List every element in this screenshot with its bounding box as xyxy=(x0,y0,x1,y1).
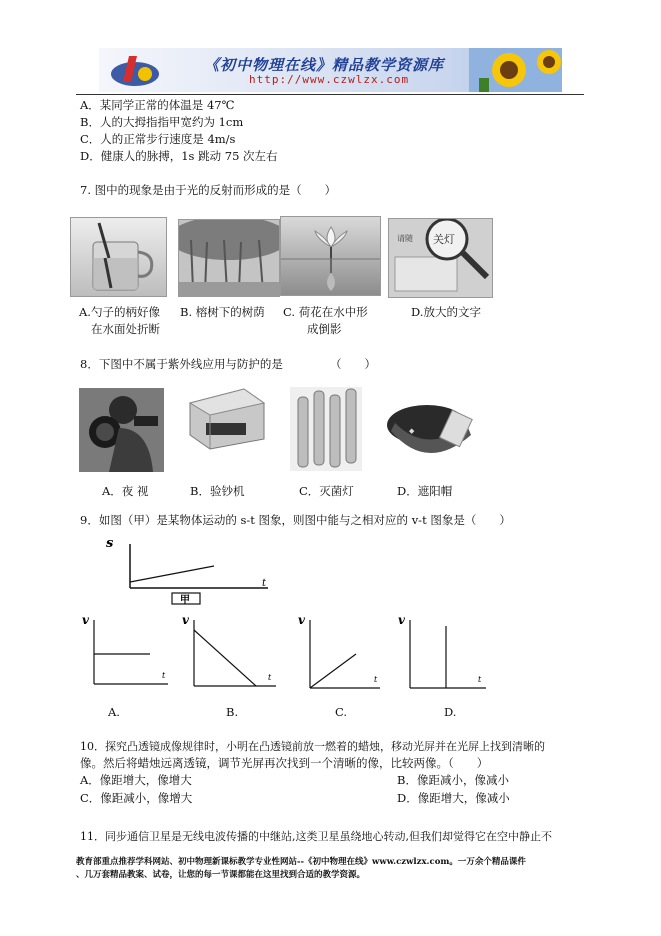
vt-graph-b xyxy=(180,612,278,692)
money-detector-photo xyxy=(184,383,270,453)
spoon-in-glass-photo xyxy=(70,217,167,297)
lotus-reflection-photo xyxy=(280,216,381,296)
q6-option-a: A．某同学正常的体温是 47℃ xyxy=(80,98,235,112)
q7-stem: 7. 图中的现象是由于光的反射而形成的是（ ） xyxy=(80,183,337,197)
q8-paren: （ ） xyxy=(330,357,376,371)
vt-graph-a xyxy=(80,612,170,692)
vt-graph-c xyxy=(296,612,386,692)
banner-url: http://www.czwlzx.com xyxy=(249,73,410,86)
vt-c-x-label: t xyxy=(374,675,378,684)
vt-d-y-label: v xyxy=(398,613,405,627)
q10-option-a: A．像距增大，像增大 xyxy=(80,773,192,787)
q10-option-c: C．像距减小，像增大 xyxy=(80,791,193,805)
q6-option-d: D．健康人的脉搏，1s 跳动 75 次左右 xyxy=(80,149,278,163)
q9-option-a: A. xyxy=(108,705,120,719)
sign-text: 关灯 xyxy=(433,233,455,246)
q7-caption-b: B. 榕树下的树荫 xyxy=(180,305,265,319)
site-logo-icon xyxy=(107,52,167,90)
sterilizing-lamp-photo xyxy=(290,387,362,471)
header-banner xyxy=(99,48,562,92)
q10-stem-line2: 像。然后将蜡烛远离透镜，调节光屏再次找到一个清晰的像，比较两像。（ ） xyxy=(80,756,489,770)
q8-caption-d: D．遮阳帽 xyxy=(397,484,453,498)
q8-stem: 8．下图中不属于紫外线应用与防护的是 xyxy=(80,357,283,371)
q8-caption-a: A．夜 视 xyxy=(102,484,149,498)
q7-caption-c1: C. 荷花在水中形 xyxy=(283,305,368,319)
vt-graph-d xyxy=(396,612,490,692)
q9-option-c: C. xyxy=(335,705,348,719)
st-line xyxy=(130,566,214,582)
q9-option-d: D. xyxy=(444,705,457,719)
svg-text:◆: ◆ xyxy=(409,427,415,435)
sunflower-icon xyxy=(469,48,562,92)
footer-line-1: 教育部重点推荐学科网站、初中物理新课标教学专业性网站--《初中物理在线》www.czwlzx.com。一万余个精品课件 xyxy=(76,857,526,867)
sun-visor-photo xyxy=(385,393,476,473)
vt-c-y-label: v xyxy=(298,613,305,627)
st-graph xyxy=(96,536,286,606)
st-y-label: s xyxy=(106,536,114,551)
banyan-tree-photo xyxy=(178,219,280,297)
q10-option-b: B．像距减小，像减小 xyxy=(397,773,509,787)
q9-stem: 9．如图（甲）是某物体运动的 s-t 图象，则图中能与之相对应的 v-t 图象是（ ） xyxy=(80,513,511,527)
q7-caption-a2: 在水面处折断 xyxy=(91,322,160,336)
q9-option-b: B. xyxy=(226,705,239,719)
q7-caption-c2: 成倒影 xyxy=(307,322,342,336)
header-rule xyxy=(76,94,584,95)
night-vision-photo xyxy=(79,388,164,472)
magnified-text-photo xyxy=(388,218,493,298)
q11-stem: 11．同步通信卫星是无线电波传播的中继站,这类卫星虽绕地心转动,但我们却觉得它在空中静止不 xyxy=(80,830,552,843)
svg-text:请随: 请随 xyxy=(397,234,413,243)
vt-d-x-label: t xyxy=(478,675,482,684)
q6-option-c: C．人的正常步行速度是 4m/s xyxy=(80,132,236,146)
banner-title: 《初中物理在线》精品教学资源库 xyxy=(204,56,445,74)
vt-c-line xyxy=(310,654,356,688)
vt-a-y-label: v xyxy=(82,613,89,627)
st-caption: 甲 xyxy=(180,595,190,606)
vt-a-x-label: t xyxy=(162,671,166,680)
q7-caption-a1: A.勺子的柄好像 xyxy=(79,305,160,319)
st-x-label: t xyxy=(262,578,267,589)
q7-caption-d: D.放大的文字 xyxy=(411,305,481,319)
footer-line-2: 、几万套精品教案、试卷，让您的每一节课都能在这里找到合适的教学资源。 xyxy=(76,870,366,880)
q8-caption-b: B．验钞机 xyxy=(190,484,245,498)
q6-option-b: B．人的大拇指指甲宽约为 1cm xyxy=(80,115,244,129)
vt-b-x-label: t xyxy=(268,673,272,682)
vt-b-y-label: v xyxy=(182,613,189,627)
q8-caption-c: C．灭菌灯 xyxy=(299,484,354,498)
q10-stem-line1: 10．探究凸透镜成像规律时，小明在凸透镜前放一燃着的蜡烛，移动光屏并在光屏上找到清晰的 xyxy=(80,740,545,753)
vt-b-line xyxy=(194,630,256,686)
q10-option-d: D．像距增大，像减小 xyxy=(397,791,510,805)
